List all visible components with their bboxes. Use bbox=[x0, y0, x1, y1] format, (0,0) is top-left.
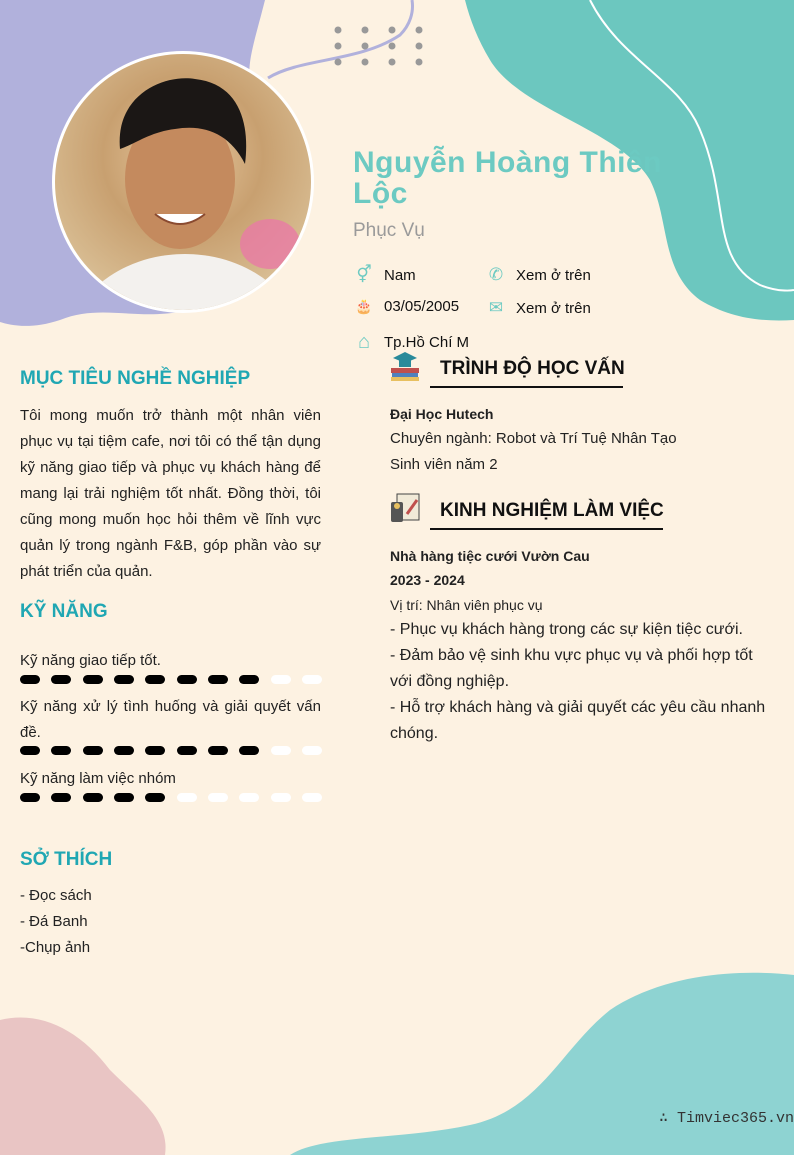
rating-dot-empty bbox=[177, 793, 197, 802]
objective-text: Tôi mong muốn trở thành một nhân viên phục vụ tại tiệm cafe, nơi tôi có thể tận dụng kỹ năng giao tiếp và phục vụ khách hàng để mang lại trải nghiệm tốt nhất. Đồng thời, tôi cũng mong muốn học hỏi thêm về lĩnh vực quản lý trong ngành F&B, góp phần vào sự phát triển của quản. bbox=[20, 407, 321, 580]
skill-label: Kỹ năng làm việc nhóm bbox=[20, 770, 176, 787]
rating-dot-filled bbox=[114, 675, 134, 684]
birthday-cake-icon: 🎂 bbox=[355, 298, 373, 314]
purple-line bbox=[268, 0, 413, 78]
contact-gender bbox=[353, 265, 416, 285]
watermark: ∴ Timviec365.vn bbox=[658, 1110, 794, 1127]
rating-dot-filled bbox=[208, 746, 228, 755]
rating-dot-filled bbox=[239, 746, 259, 755]
education-major: Chuyên ngành: Robot và Trí Tuệ Nhân Tạo bbox=[390, 430, 677, 447]
rating-dot-filled bbox=[177, 746, 197, 755]
contact-birthday bbox=[353, 298, 459, 315]
rating-dot-filled bbox=[145, 746, 165, 755]
rating-dot-empty bbox=[302, 746, 322, 755]
phone-icon: ✆ bbox=[488, 265, 504, 284]
address-value: Tp.Hồ Chí M bbox=[384, 334, 470, 351]
skill-label: Kỹ năng giao tiếp tốt. bbox=[20, 652, 161, 669]
hobby-item: - Đá Banh bbox=[20, 913, 88, 930]
rating-dot-empty bbox=[271, 793, 291, 802]
education-icon bbox=[389, 350, 421, 382]
gender-value: Nam bbox=[384, 266, 416, 284]
email-icon: ✉ bbox=[488, 298, 504, 317]
education-underline bbox=[430, 386, 623, 388]
objective-heading: MỤC TIÊU NGHỀ NGHIỆP bbox=[20, 368, 251, 389]
company-name: Nhà hàng tiệc cưới Vườn Cau bbox=[390, 548, 590, 564]
hobbies-heading: SỞ THÍCH bbox=[20, 849, 113, 870]
rating-dot-empty bbox=[271, 746, 291, 755]
rating-dot-empty bbox=[271, 675, 291, 684]
teal-bottom-blob bbox=[290, 973, 794, 1155]
rating-dot-filled bbox=[20, 793, 40, 802]
skill-label: Kỹ năng xử lý tình huống và giải quyết vấn đề. bbox=[20, 698, 321, 741]
rating-dot-filled bbox=[208, 675, 228, 684]
rating-dot-empty bbox=[239, 793, 259, 802]
job-position: Phục Vụ bbox=[353, 220, 425, 241]
birthday-value: 03/05/2005 bbox=[384, 298, 460, 315]
profile-photo bbox=[52, 51, 314, 313]
hobby-item: -Chụp ảnh bbox=[20, 939, 91, 956]
rating-dot-filled bbox=[83, 746, 103, 755]
rating-dot-filled bbox=[51, 675, 71, 684]
rating-dot-filled bbox=[51, 746, 71, 755]
work-period: 2023 - 2024 bbox=[390, 572, 465, 588]
rating-dot-empty bbox=[208, 793, 228, 802]
rating-dot-filled bbox=[114, 746, 134, 755]
gender-icon: ⚥ bbox=[356, 265, 372, 284]
skill-rating bbox=[20, 675, 322, 684]
candidate-name: Nguyễn Hoàng Thiên Lộc bbox=[353, 146, 662, 210]
rating-dot-filled bbox=[51, 793, 71, 802]
person-illustration bbox=[55, 54, 311, 310]
rating-dot-filled bbox=[145, 793, 165, 802]
education-year: Sinh viên năm 2 bbox=[390, 456, 498, 473]
duty-item: - Đảm bảo vệ sinh khu vực phục vụ và phối hợp tốt với đồng nghiệp. bbox=[390, 647, 753, 690]
rating-dot-filled bbox=[20, 675, 40, 684]
contact-email bbox=[485, 298, 591, 318]
pink-blob bbox=[0, 1017, 166, 1155]
rating-dot-filled bbox=[83, 675, 103, 684]
rating-dot-filled bbox=[114, 793, 134, 802]
email-value: Xem ở trên bbox=[516, 299, 591, 317]
rating-dot-empty bbox=[302, 675, 322, 684]
education-heading: TRÌNH ĐỘ HỌC VẤN bbox=[440, 358, 625, 379]
experience-underline bbox=[430, 528, 663, 530]
experience-heading: KINH NGHIỆM LÀM VIỆC bbox=[440, 500, 664, 521]
rating-dot-filled bbox=[239, 675, 259, 684]
contact-phone bbox=[485, 265, 591, 285]
rating-dot-filled bbox=[177, 675, 197, 684]
hobby-item: - Đọc sách bbox=[20, 887, 92, 904]
skills-heading: KỸ NĂNG bbox=[20, 601, 108, 622]
rating-dot-empty bbox=[302, 793, 322, 802]
experience-icon bbox=[389, 492, 421, 524]
phone-value: Xem ở trên bbox=[516, 266, 591, 284]
duty-item: - Phục vụ khách hàng trong các sự kiện tiệc cưới. bbox=[390, 621, 743, 638]
rating-dot-filled bbox=[83, 793, 103, 802]
skill-rating bbox=[20, 793, 322, 802]
rating-dot-filled bbox=[20, 746, 40, 755]
duty-item: - Hỗ trợ khách hàng và giải quyết các yêu cầu nhanh chóng. bbox=[390, 699, 766, 742]
work-role: Vị trí: Nhân viên phục vụ bbox=[390, 597, 543, 613]
skill-rating bbox=[20, 746, 322, 755]
school-name: Đại Học Hutech bbox=[390, 406, 494, 422]
rating-dot-filled bbox=[145, 675, 165, 684]
home-icon: ⌂ bbox=[357, 331, 371, 353]
